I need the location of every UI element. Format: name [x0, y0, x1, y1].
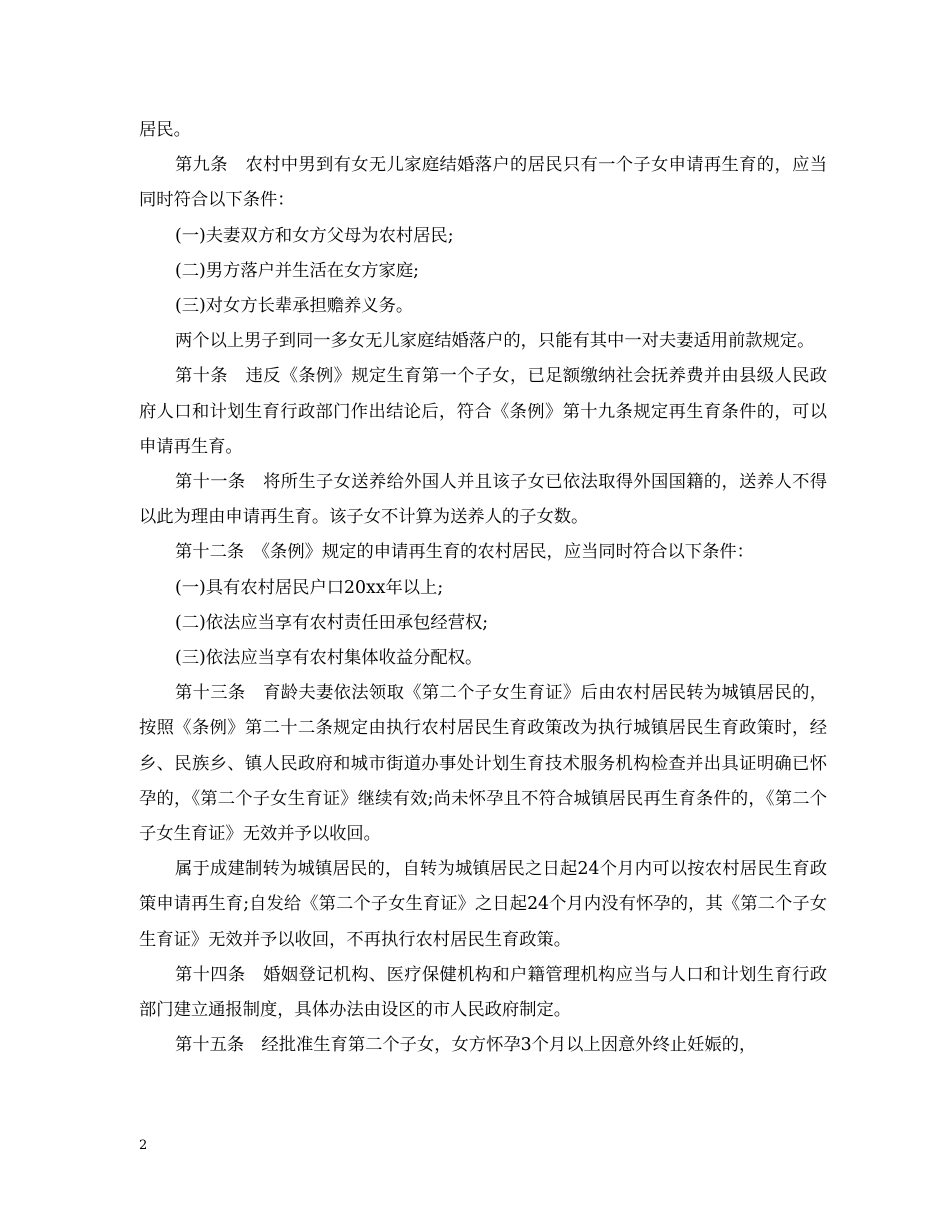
paragraph: 第十四条 婚姻登记机构、医疗保健机构和户籍管理机构应当与人口和计划生育行政部门建立通报制度，具体办法由设区的市人民政府制定。: [139, 964, 827, 1021]
paragraph: 第十一条 将所生子女送养给外国人并且该子女已依法取得外国国籍的，送养人不得以此为理由申请再生育。该子女不计算为送养人的子女数。: [139, 472, 827, 528]
paragraph: (一)具有农村居民户口20xx年以上;: [175, 577, 444, 598]
paragraph: (三)依法应当享有农村集体收益分配权。: [175, 648, 483, 669]
paragraph: 居民。: [139, 120, 191, 140]
paragraph: (三)对女方长辈承担赡养义务。: [175, 296, 414, 317]
page-number: 2: [139, 1138, 148, 1153]
paragraph: 两个以上男子到同一多女无儿家庭结婚落户的，只能有其中一对夫妻适用前款规定。: [175, 331, 815, 352]
paragraph: 第九条 农村中男到有女无儿家庭结婚落户的居民只有一个子女申请再生育的，应当同时符合以下条件：: [139, 155, 827, 211]
paragraph: 第十五条 经批准生育第二个子女，女方怀孕3个月以上因意外终止妊娠的，: [175, 1035, 757, 1056]
paragraph: 属于成建制转为城镇居民的，自转为城镇居民之日起24个月内可以按农村居民生育政策申请再生育;自发给《第二个子女生育证》之日起24个月内没有怀孕的，其《第二个子女生育证》无效并予以收回，不再执行农村居民生育政策。: [139, 859, 827, 950]
paragraph: (一)夫妻双方和女方父母为农村居民;: [175, 225, 454, 246]
document-body: [139, 113, 827, 1063]
paragraph: (二)男方落户并生活在女方家庭;: [175, 260, 419, 281]
paragraph: 第十条 违反《条例》规定生育第一个子女，已足额缴纳社会抚养费并由县级人民政府人口和计划生育行政部门作出结论后，符合《条例》第十九条规定再生育条件的，可以申请再生育。: [139, 366, 827, 457]
paragraph: (二)依法应当享有农村责任田承包经营权;: [175, 612, 489, 633]
paragraph: 第十二条 《条例》规定的申请再生育的农村居民，应当同时符合以下条件：: [175, 542, 754, 563]
paragraph: 第十三条 育龄夫妻依法领取《第二个子女生育证》后由农村居民转为城镇居民的，按照《条例》第二十二条规定由执行农村居民生育政策改为执行城镇居民生育政策时，经乡、民族乡、镇人民政府和城市街道办事处计划生育技术服务机构检查并出具证明确已怀孕的，《第二个子女生育证》继续有效;尚未怀孕且不符合城镇居民再生育条件的，《第二个子女生育证》无效并予以收回。: [139, 683, 827, 845]
